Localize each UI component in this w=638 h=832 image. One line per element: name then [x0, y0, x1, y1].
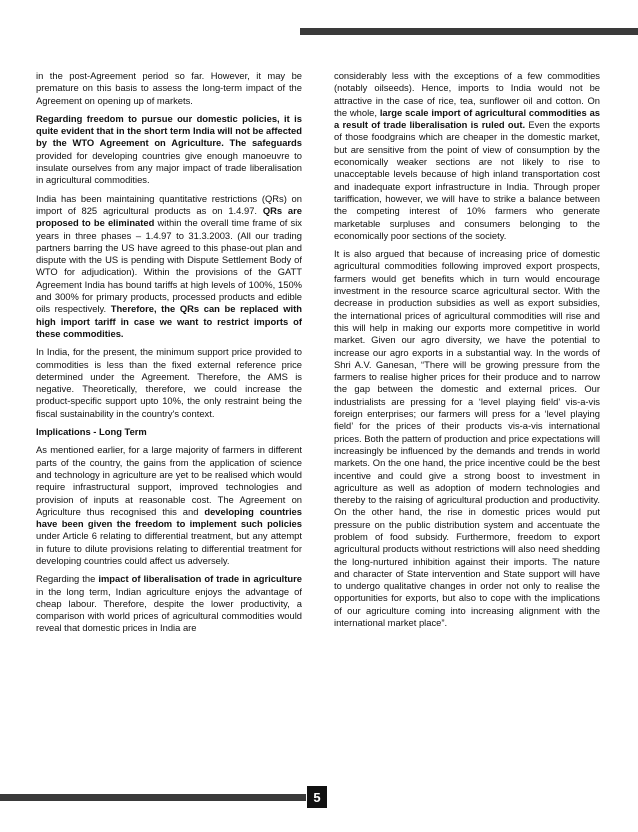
top-rule	[300, 28, 638, 35]
paragraph: As mentioned earlier, for a large majority of farmers in different parts of the country, the gains from the application of science and technology in agriculture are yet to be realised which would require infrastructural support, improved technologies and provision of inputs at reasonable cost. The Agreement on Agriculture thus recognised this and developing countries have been given the freedom to implement such policies under Article 6 relating to differential treatment, but any attempt in future to dilute provisions relating to differential treatment for developing countries could affect us adversely.	[36, 444, 302, 566]
right-column	[334, 70, 600, 635]
bold-text: impact of liberalisation of trade in agriculture	[98, 573, 302, 585]
paragraph: in the post-Agreement period so far. However, it may be premature on this basis to assess the long-term impact of the Agreement on opening up of markets.	[36, 70, 302, 106]
bold-text: Therefore, the QRs can be replaced with high import tariff in case we want to restrict imports of these commodities.	[36, 303, 303, 339]
paragraph: It is also argued that because of increasing price of domestic agricultural commodities following improved export prospects, farmers would get benefits which in turn would encourage investment in the resource scarce agricultural sector. With the decrease in production subsidies as well as export subsidies, the international prices of agricultural commodities will rise and this will help in making our exports more competitive in world market. Given our agro diversity, we have the potential to increase our agro exports in a substantial way. In the words of Shri A.V. Ganesan, “There will be growing pressure from the farmers to realise higher prices for their produce and to narrow the gap between the domestic and external prices. Our industrialists are pressing for a ‘level playing field’ vis-a-vis foreign enterprises; our farmers will press for a ‘level playing field’ for the prices of their products vis-a-vis international prices. Both the pattern of production and price expectations will increasingly be influenced by the demands and trends in world markets. On the one hand, the price incentive could be the best incentive and could give a strong boost to investment in agriculture as well as adoption of modern technologies and thereby to the raising of agricultural production and productivity. On the other hand, the rise in domestic prices would put pressure on the public distribution system and accentuate the problem of food subsidy. Furthermore, freedom to export agricultural products without restrictions will also need shedding the long-nurtured inhibition against their imports. The nature and character of State intervention and State support will have to undergo qualitative changes in order not only to realise the opportunities for exports, but also to cope with the implications of our agriculture coming into increasing alignment with the international market place”.	[334, 248, 600, 629]
bottom-rule	[0, 794, 306, 801]
bold-text: developing countries have been given the freedom to implement such policies	[36, 505, 302, 530]
paragraph: considerably less with the exceptions of a few commodities (notably oilseeds). Hence, imports to India would not be attractive in the case of rice, tea, sunflower oil and cotton. On the whole, large scale import of agricultural commodities as a result of trade liberalisation is ruled out. Even the exports of those foodgrains which are cheaper in the domestic market, but are sensitive from the point of view of consumption by the economically weaker sections are not likely to rise to unacceptable levels because of high inland transportation cost and inadequate export infrastructure in India. Through proper tariffication, however, we will have to strike a balance between the competing interest of 10% farmers who generate marketable surpluses and consumers belonging to the economically poor sections of the society.	[334, 70, 600, 241]
paragraph: In India, for the present, the minimum support price provided to commodities is less than the fixed external reference price determined under the Agreement. Therefore, the AMS is negative. Theoretically, therefore, we could increase the product-specific support upto 10%, the only restraint being the fiscal sustainability in the country's context.	[36, 346, 302, 419]
page-number: 5	[307, 786, 327, 808]
bold-text: QRs are proposed to be eliminated	[36, 204, 302, 229]
paragraph: India has been maintaining quantitative restrictions (QRs) on import of 825 agricultural products as on 1.4.97. QRs are proposed to be eliminated within the overall time frame of six years in three phases – 1.4.97 to 31.3.2003. (All our trading partners barring the US have agreed to this phase-out plan and dispute with the US is pending with Dispute Settlement Body of WTO for adjudication). Within the provisions of the GATT Agreement India has bound tariffs at high levels of 100%, 150% and 300% for primary products, processed products and edible oils respectively. Therefore, the QRs can be replaced with high import tariff in case we want to restrict imports of these commodities.	[36, 192, 303, 339]
section-heading: Implications - Long Term	[36, 426, 147, 438]
bold-text: large scale import of agricultural commodities as a result of trade liberalisation is ruled out.	[334, 106, 600, 131]
bold-text: Regarding freedom to pursue our domestic policies, it is quite evident that in the short term India will not be affected by the WTO Agreement on Agriculture. The safeguards	[36, 112, 302, 149]
paragraph: Regarding freedom to pursue our domestic policies, it is quite evident that in the short term India will not be affected by the WTO Agreement on Agriculture. The safeguards provided for developing countries give enough manoeuvre to insulate ourselves from any major impact of trade liberalisation in agricultural commodities.	[36, 112, 302, 186]
paragraph: Regarding the impact of liberalisation of trade in agriculture in the long term, Indian agriculture enjoys the advantage of cheap labour. Therefore, despite the lower productivity, a comparison with world prices of agricultural commodities would reveal that domestic prices in India are	[36, 573, 302, 634]
left-column	[36, 70, 302, 641]
